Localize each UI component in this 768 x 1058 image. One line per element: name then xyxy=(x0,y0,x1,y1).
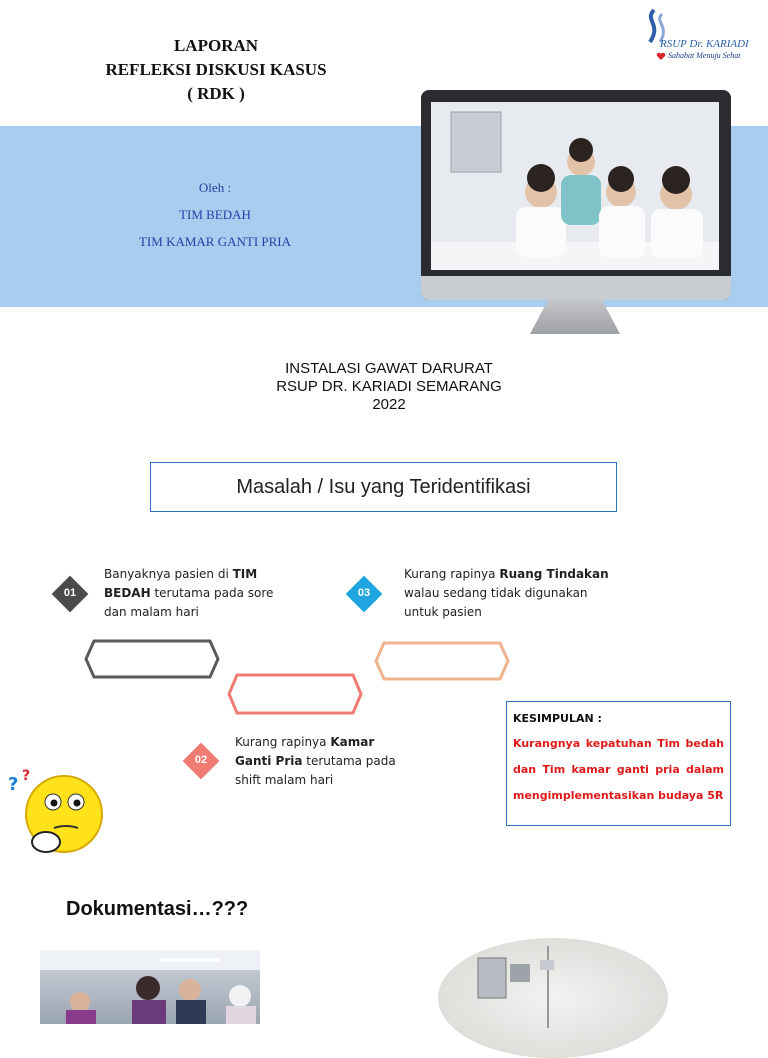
conclusion-box xyxy=(506,701,731,826)
item-02-bold: Kamar Ganti Pria xyxy=(235,735,375,768)
title-line-2: REFLEKSI DISKUSI KASUS xyxy=(105,60,327,79)
item-02-number: 02 xyxy=(194,754,208,766)
item-01-number: 01 xyxy=(63,587,77,599)
item-02-post: terutama pada shift malam hari xyxy=(235,754,396,787)
item-03-bold: Ruang Tindakan xyxy=(499,567,609,581)
doctors-photo xyxy=(431,102,719,270)
hospital-logo xyxy=(640,8,760,68)
title-line-3: ( RDK ) xyxy=(187,84,245,103)
item-01-pre: Banyaknya pasien di xyxy=(104,567,233,581)
institution-line-3: 2022 xyxy=(372,396,406,413)
logo-name: RSUP Dr. KARIADI xyxy=(660,38,749,50)
team-2: TIM KAMAR GANTI PRIA xyxy=(138,234,292,249)
logo-tagline: Sahabat Menuju Sehat xyxy=(668,51,741,60)
team-1: TIM BEDAH xyxy=(179,207,251,222)
item-01-bold: TIM BEDAH xyxy=(104,567,258,600)
conclusion-body: Kurangnya kepatuhan Tim bedah dan Tim kamar ganti pria dalam mengimplementasikan budaya 5R xyxy=(513,737,724,802)
item-03-number: 03 xyxy=(357,587,371,599)
item-03-pre: Kurang rapinya xyxy=(404,567,500,581)
institution-line-2: RSUP DR. KARIADI SEMARANG xyxy=(276,378,502,395)
institution-line-1: INSTALASI GAWAT DARURAT xyxy=(285,360,493,377)
report-title xyxy=(60,34,372,106)
title-line-1: LAPORAN xyxy=(173,36,259,55)
heart-icon xyxy=(656,52,666,61)
svg-text:?: ? xyxy=(8,774,19,795)
documentation-title: Dokumentasi…??? xyxy=(66,898,249,920)
monitor-chin xyxy=(421,276,731,300)
hex-shape-01 xyxy=(84,639,220,679)
monitor-image xyxy=(421,90,731,300)
hex-shape-03 xyxy=(374,641,510,681)
item-02-pre: Kurang rapinya xyxy=(235,735,331,749)
item-02-text xyxy=(235,733,411,790)
documentation-photo-1 xyxy=(40,950,260,1024)
item-03-text xyxy=(404,565,619,622)
item-03-post: walau sedang tidak digunakan untuk pasien xyxy=(404,586,588,619)
documentation-photo-2 xyxy=(438,938,668,1058)
thinking-face-icon xyxy=(6,766,106,860)
oleh-label: Oleh : xyxy=(198,180,232,195)
conclusion-title: KESIMPULAN : xyxy=(513,712,602,725)
institution-block xyxy=(200,360,578,414)
issues-heading: Masalah / Isu yang Teridentifikasi xyxy=(150,462,617,512)
item-01-post: terutama pada sore dan malam hari xyxy=(104,586,274,619)
item-01-text xyxy=(104,565,282,622)
hex-shape-02 xyxy=(227,673,363,715)
svg-text:?: ? xyxy=(22,768,31,784)
